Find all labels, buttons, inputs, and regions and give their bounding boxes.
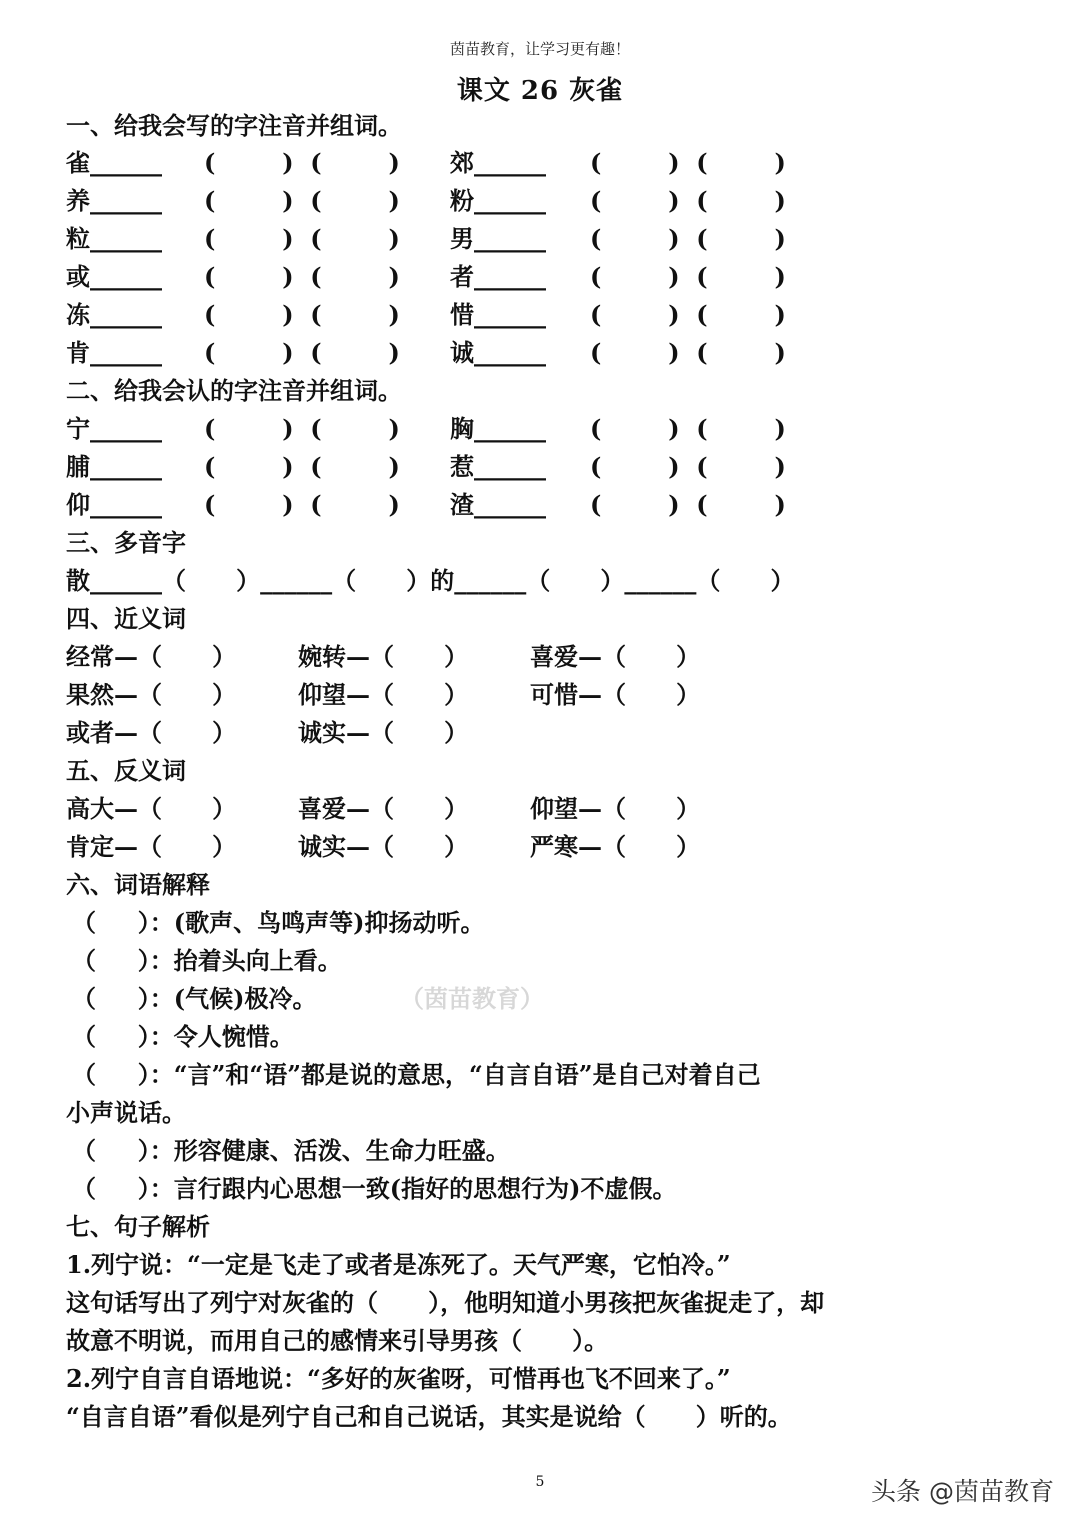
paren-pair-right: ( ) ( ) bbox=[590, 414, 786, 443]
analysis-line: 1.列宁说：“一定是飞走了或者是冻死了。天气严寒，它怕冷。” bbox=[66, 1250, 731, 1279]
paren-pair-right: ( ) ( ) bbox=[590, 148, 786, 177]
section-6-heading: 六、词语解释 bbox=[66, 870, 210, 899]
char-blank-right: 男______ bbox=[450, 224, 546, 253]
paren-pair-right: ( ) ( ) bbox=[590, 452, 786, 481]
char-blank-left: 养______ bbox=[66, 186, 162, 215]
paren-pair-right: ( ) ( ) bbox=[590, 300, 786, 329]
synonym-item: 果然—（ ） bbox=[66, 680, 237, 709]
paren-pair-left: ( ) ( ) bbox=[204, 452, 400, 481]
antonym-item: 仰望—（ ） bbox=[530, 794, 701, 823]
paren-pair-left: ( ) ( ) bbox=[204, 224, 400, 253]
char-blank-left: 或______ bbox=[66, 262, 162, 291]
paren-pair-left: ( ) ( ) bbox=[204, 338, 400, 367]
analysis-line: 故意不明说，而用自己的感情来引导男孩（ ）。 bbox=[66, 1326, 609, 1355]
paren-pair-right: ( ) ( ) bbox=[590, 224, 786, 253]
page-number: 5 bbox=[535, 1474, 545, 1490]
section-3-heading: 三、多音字 bbox=[66, 528, 186, 557]
synonym-item: 喜爱—（ ） bbox=[530, 642, 701, 671]
char-blank-right: 郊______ bbox=[450, 148, 546, 177]
paren-pair-right: ( ) ( ) bbox=[590, 338, 786, 367]
definition-item: （ ）：抬着头向上看。 bbox=[72, 946, 342, 975]
paren-pair-left: ( ) ( ) bbox=[204, 490, 400, 519]
section-2-heading: 二、给我会认的字注音并组词。 bbox=[66, 376, 402, 405]
section-1-heading: 一、给我会写的字注音并组词。 bbox=[66, 111, 402, 140]
char-blank-right: 者______ bbox=[450, 262, 546, 291]
section-7-heading: 七、句子解析 bbox=[66, 1212, 210, 1241]
char-blank-left: 脯______ bbox=[66, 452, 162, 481]
source-watermark: 头条 @茵苗教育 bbox=[871, 1477, 1054, 1506]
definition-item: （ ）：形容健康、活泼、生命力旺盛。 bbox=[72, 1136, 510, 1165]
char-blank-left: 冻______ bbox=[66, 300, 162, 329]
paren-pair-left: ( ) ( ) bbox=[204, 186, 400, 215]
char-blank-right: 胸______ bbox=[450, 414, 546, 443]
definition-item: （ ）：令人惋惜。 bbox=[72, 1022, 294, 1051]
paren-pair-left: ( ) ( ) bbox=[204, 148, 400, 177]
definition-item: （ ）：“言”和“语”都是说的意思，“自言自语”是自己对着自己 bbox=[72, 1060, 761, 1089]
analysis-line: 2.列宁自言自语地说：“多好的灰雀呀，可惜再也飞不回来了。” bbox=[66, 1364, 731, 1393]
analysis-line: 这句话写出了列宁对灰雀的（ ），他明知道小男孩把灰雀捉走了，却 bbox=[66, 1288, 825, 1317]
char-blank-right: 惜______ bbox=[450, 300, 546, 329]
definition-item-continued: 小声说话。 bbox=[66, 1098, 186, 1127]
char-blank-left: 雀______ bbox=[66, 148, 162, 177]
definition-item: （ ）：(歌声、鸟鸣声等)抑扬动听。 bbox=[72, 908, 485, 937]
char-blank-right: 粉______ bbox=[450, 186, 546, 215]
definition-item: （ ）：(气候)极冷。 bbox=[72, 984, 317, 1013]
char-blank-left: 仰______ bbox=[66, 490, 162, 519]
antonym-item: 诚实—（ ） bbox=[298, 832, 469, 861]
antonym-item: 喜爱—（ ） bbox=[298, 794, 469, 823]
char-blank-left: 粒______ bbox=[66, 224, 162, 253]
page-header: 茵苗教育，让学习更有趣！ bbox=[449, 40, 630, 58]
polyphone-line: 散______（ ）______（ ）的______（ ）______（ ） bbox=[66, 566, 795, 595]
paren-pair-left: ( ) ( ) bbox=[204, 300, 400, 329]
antonym-item: 严寒—（ ） bbox=[530, 832, 701, 861]
paren-pair-right: ( ) ( ) bbox=[590, 490, 786, 519]
paren-pair-left: ( ) ( ) bbox=[204, 262, 400, 291]
char-blank-right: 渣______ bbox=[450, 490, 546, 519]
char-blank-left: 宁______ bbox=[66, 414, 162, 443]
text-watermark: （茵苗教育） bbox=[400, 984, 544, 1013]
paren-pair-right: ( ) ( ) bbox=[590, 186, 786, 215]
char-blank-right: 诚______ bbox=[450, 338, 546, 367]
synonym-item: 经常—（ ） bbox=[66, 642, 237, 671]
synonym-item: 或者—（ ） bbox=[66, 718, 237, 747]
paren-pair-left: ( ) ( ) bbox=[204, 414, 400, 443]
antonym-item: 高大—（ ） bbox=[66, 794, 237, 823]
analysis-line: “自言自语”看似是列宁自己和自己说话，其实是说给（ ）听的。 bbox=[66, 1402, 792, 1431]
section-5-heading: 五、反义词 bbox=[66, 756, 186, 785]
char-blank-left: 肯______ bbox=[66, 338, 162, 367]
synonym-item: 仰望—（ ） bbox=[298, 680, 469, 709]
definition-item: （ ）：言行跟内心思想一致(指好的思想行为)不虚假。 bbox=[72, 1174, 677, 1203]
synonym-item: 可惜—（ ） bbox=[530, 680, 701, 709]
synonym-item: 诚实—（ ） bbox=[298, 718, 469, 747]
paren-pair-right: ( ) ( ) bbox=[590, 262, 786, 291]
lesson-title: 课文 26 灰雀 bbox=[456, 76, 624, 106]
section-4-heading: 四、近义词 bbox=[66, 604, 186, 633]
char-blank-right: 惹______ bbox=[450, 452, 546, 481]
synonym-item: 婉转—（ ） bbox=[298, 642, 469, 671]
antonym-item: 肯定—（ ） bbox=[66, 832, 237, 861]
